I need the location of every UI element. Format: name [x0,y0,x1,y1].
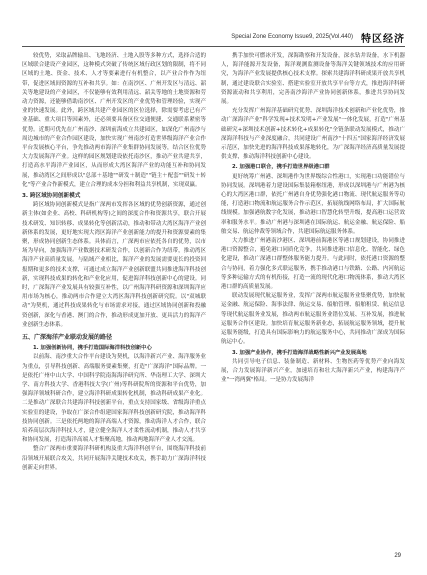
paragraph: 充分发挥广州海洋基础研究优势、深圳海洋技术创新和产业化优势，推动广深海洋产业"科学发现+技术发明+产业发展"一体化发展，打造"广州基础研究+深圳技术创新+技术转化+成果转化"全链条联动发展模式，推动广深海洋科技与产业深度融合，共同建设广州南沙"十四五"国家海洋经济发展示范区，加快先进的海洋科技成果落地转化，为广深海洋经济高质量发展提供支撑，推动海洋科技创新中心建设。 [221,108,405,161]
paragraph: 整合广深两市重要海洋科研机构及重大海洋科创平台，围绕海洋科技前沿领域开展联合攻关，共同开展海洋关键技术攻关，携手助力广深海洋科技创新走向世界。 [22,446,206,471]
journal-brand-logo: 特区经济 [361,33,405,45]
subsection-heading: 3. 加强产业协作，携手打造海洋战略性新兴产业发展高地 [232,349,367,356]
paragraph: 跨区域协同创新模式是指广深两市发挥各区域的优势创新资源，通过创新主体(如企业、高校、科研机构等)之间的深度合作和资源共享，联合开展技术研发、知识转移、成果转化等创新活动，推动和带动大湾区海洋产业创新体系的发展，更好地实现大湾区海洋产业创新能力的提升和资源要素的集聚，形成协同创新生态体系。具体而言，广深两市应依托各自的优势，以市场为导向，加强海洋产业数据技术研发合作，以创新合作为纽带，推动湾区海洋产业高质量发展。与陆域产业相比，海洋产业的发展需要更长的投资回报期和更多的技术支撑，可通过成立海洋产业创新联盟共同推进海洋科技创新，实现科技成果的转化和产业化应用，促进海洋科技创新中心的建设。同时，广深海洋产业发展具有较强互补性，以广州海洋科研资源和深圳海洋应用市场为核心，推动两市合作建立大湾区海洋科技创新研究院。以"双城联动"为契机，通过科技成果转化与市场需求对接，通过区域协同创新和投融资创新，深化与香港、澳门的合作，推动形成更加开放、更具活力的海洋产业创新生态体系。 [22,202,206,328]
paragraph: 较优势，采取品牌输出、飞地经济、土地入股等多种方式，选择合适的区域联合建设产业园区，这种模式突破了传统区域行政区划的限制，将不同区域的土地、资金、技术、人才等要素进行有机整合，以产业合作作为纽带，促进区域间资源的互补和共享。如：在南沙区、广州开发区与清远、韶关等地建设的产业园区，不仅能够有效利用清远、韶关等地的土地资源和劳动力资源，还能够借助南沙区、广州开发区的产业优势和管理经验，实现产业的快速发展。此外，跨区域共建产业园区的区位选择，除需要考虑已有产业基础、重大项目等因素外，还必须要具备区位交通便捷、交通联系紧密等优势。近期可优先在广州南沙、深圳前海成立共建园区，如深化广州南沙与周边城市的产业合作园区建设，加快实现广州南沙打造世界级海洋产业合作平台发展核心平台，争先推动两市海洋产业集群协同发展等，结合区位优势大力发展海洋产业。这样的园区规划建设依托南沙区，推动产业共建共享，打造高水平海洋产业园区，从而形成大湾区海洋产业的功能互补和协同发展，推动湾区之间形成以"总部＋基地""研发＋制造""链主＋配套""研发＋转化"等产业合作新模式，建立合理的成本分担和利益共享机制，实现双赢。 [22,53,206,188]
paragraph: 更好统筹广州港、深圳港作为世界级综合性港口，实现港口功能错位与协同发展。深圳港着力建设国际集装箱枢纽港，形成以深圳港与广州港为核心的大湾区港口群，依托广州港自身优势强化港口物流、现代航运服务等功能，打造港口物流和航运服务合作示范区，拓展航线网络布局，扩大国际航线规模。加强港航数字化发展，推动港口智慧化转型升级，提高港口运营效率和服务水平。推动广州港与深圳港在国际航运、航运金融、航运保险、船舶交易、航运仲裁等领域合作，共建国际航运服务体系。 [221,173,405,235]
paragraph: 携手加快可燃冰开发，深海勘察和开发设备，深水钻井设备，水下机器人，海洋能源开发设备，海洋观测监测设备等海洋关键领域技术的应用研究，为海洋产业发展提供核心技术支撑。探索共建海洋科研成果开放共享机制，通过建设联合实验室、搭建实验室开放共享平台等方式，推进海洋科研资源流动和共享利用，完善南沙海洋产业协同创新体系，推进共享协同发展。 [221,53,405,106]
subsection-heading: 3. 跨区域协同创新模式 [22,193,81,200]
page-header [22,28,405,47]
journal-issue: Special Zone Economy Issue9, 2025(Vol.440) [231,34,353,40]
paragraph: 联动发展现代航运服务业，发挥广深两市航运服务业集聚优势，加快航运金融、航运保险、海事法律、航运交易、船舶管理、船舶租赁、航运信息等现代航运服务业发展，推动两市航运服务业错位发展、互补发展，推进航运服务合作区建设。加快培育航运服务新业态，拓展航运服务领域，提升航运服务能级，打造具有国际影响力的航运服务中心，共同推动广深成为国际航运中心。 [221,293,405,346]
paragraph: 共同引导电子信息、装备制造、新材料、生物医药等优势产业向海发展，合力发展海洋新兴产业，加速培育和壮大海洋新兴产业，构建海洋产业"一湾两翼"格局。一是协力发展海洋 [221,358,405,384]
paragraph: 大力推进广州港南沙港区、深圳港前海港区等港口规划建设，协同推进港口资源整合，避免港口同质化竞争，共同推进港口信息化、智能化、绿色化建设，推动广深港口群整体服务能力提升。与此同时，依托港口资源的整合与协同，着力强化多式联运服务，携手推动港口与铁路、公路、内河航运等多种运输方式的有机衔接，打造一流的现代化港口物流体系，推动大湾区港口群的高质量发展。 [221,238,405,291]
page-number: 29 [394,553,401,559]
paragraph: 以前海、南沙重大合作平台建设为契机，以海洋新兴产业、海洋服务业为重点，引导科技创新、高端服务要素集聚，打造"广深海洋"国际品牌。一是依托广州中山大学、中国科学院南海海洋研究所、华南理工大学、深圳大学、南方科技大学、香港科技大学(广州)等科研院所的资源和平台优势，加强海洋领域科研合作，建立海洋科研成果转化机制，推动科研成果产业化。二是推动广深联合共建海洋科技创新平台，重点支持国家级、省级海洋重点实验室的建设，争取在广深合作组建国家海洋科技创新研究院，推动海洋科技协同创新。三是依托两地的海洋高端人才资源，推动海洋人才合作，联合培养高层次海洋科技人才，建立健全海洋人才柔性流动机制，推动人才共享和协同发展，打造海洋高端人才集聚高地，推动两地海洋产业人才交流。 [22,354,206,444]
left-column [22,52,206,552]
subsection-heading: 2. 加强港口联合，携手打造世界级港口群 [232,164,330,171]
subsection-heading: 1. 加强创新协同，携手打造国际海洋科技创新中心 [33,345,152,352]
section-heading: 五、广深海洋产业联动发展的路径 [22,334,113,342]
right-column [221,52,405,552]
